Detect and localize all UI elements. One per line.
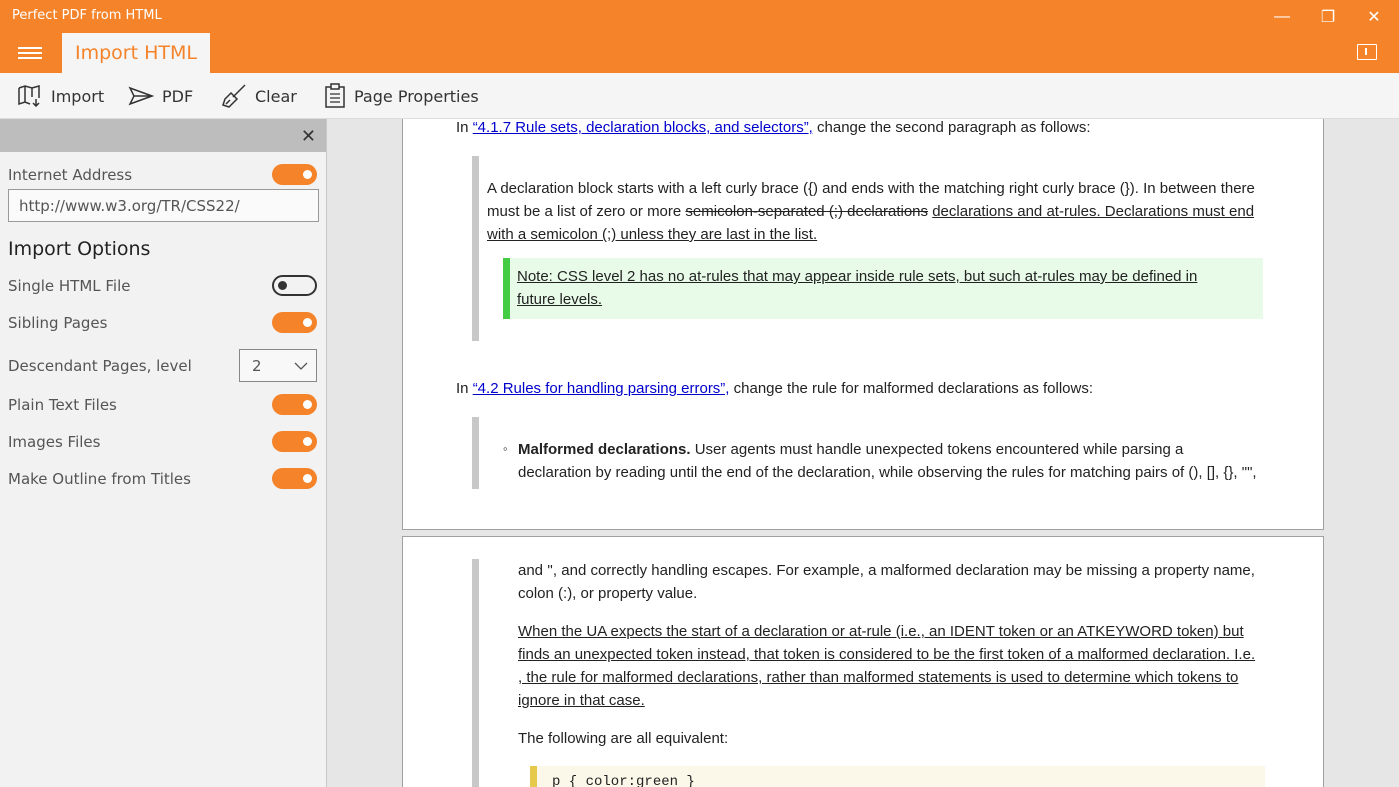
internet-address-label: Internet Address xyxy=(8,165,133,184)
text-line: future levels. xyxy=(517,291,603,308)
text-line: finds an unexpected token instead, that token is considered to be the first token of a malformed declaration. I.e. xyxy=(518,646,1256,663)
text-line: declaration by reading until the end of the declaration, while observing the rules for matching pairs of (), [], {}, "", xyxy=(518,464,1257,481)
descendant-level-select[interactable] xyxy=(239,349,317,382)
clipboard-icon xyxy=(324,83,346,109)
toolbar xyxy=(0,73,1399,119)
sibling-pages-row xyxy=(8,312,317,333)
escapes-paragraph xyxy=(518,559,1298,605)
sibling-pages-label: Sibling Pages xyxy=(8,313,108,332)
single-html-file-row xyxy=(8,275,317,296)
deleted-text: semicolon-separated (;) declarations xyxy=(685,203,929,220)
clear-label: Clear xyxy=(255,86,297,106)
import-icon xyxy=(17,85,43,107)
text-line xyxy=(487,200,1307,223)
single-html-file-toggle[interactable] xyxy=(272,275,317,296)
pdf-button[interactable] xyxy=(128,73,193,119)
note-text xyxy=(517,265,1257,311)
sidebar-header xyxy=(0,119,326,152)
title-bar xyxy=(0,0,1399,73)
paragraph-parsing-errors xyxy=(456,377,1316,400)
import-button[interactable] xyxy=(17,73,104,119)
make-outline-toggle[interactable] xyxy=(272,468,317,489)
descendant-level-value: 2 xyxy=(252,356,262,375)
panel-toggle-icon[interactable] xyxy=(1357,44,1377,60)
text-line xyxy=(518,438,1298,461)
images-files-toggle[interactable] xyxy=(272,431,317,452)
link-rule-sets[interactable]: “4.1.7 Rule sets, declaration blocks, and selectors”, xyxy=(472,119,813,136)
equivalent-paragraph: The following are all equivalent: xyxy=(518,730,729,747)
plain-text-files-label: Plain Text Files xyxy=(8,395,117,414)
text-segment: In xyxy=(456,119,473,136)
declaration-block-paragraph xyxy=(487,177,1307,246)
text-line: , the rule for malformed declarations, rather than malformed statements is used to determine which tokens to xyxy=(518,669,1239,686)
code-line: p { color:green } xyxy=(552,774,695,787)
document-page-2 xyxy=(402,536,1324,787)
bullet-glyph: ◦ xyxy=(503,441,508,456)
app-title: Perfect PDF from HTML xyxy=(12,8,162,23)
images-files-row xyxy=(8,431,317,452)
maximize-button[interactable]: ❐ xyxy=(1320,9,1336,26)
pdf-label: PDF xyxy=(162,86,194,106)
url-input[interactable]: http://www.w3.org/TR/CSS22/ xyxy=(8,189,319,222)
text-segment: change the second paragraph as follows: xyxy=(812,119,1091,136)
blockquote-bar xyxy=(472,559,479,787)
text-line: ignore in that case. xyxy=(518,692,645,709)
text-line: A declaration block starts with a left curly brace ({) and ends with the matching right curly brace (}). In between there xyxy=(487,180,1255,197)
text-segment: change the rule for malformed declarations as follows: xyxy=(729,380,1093,397)
single-html-file-label: Single HTML File xyxy=(8,276,131,295)
descendant-pages-row xyxy=(8,349,317,382)
images-files-label: Images Files xyxy=(8,432,101,451)
blockquote-bar xyxy=(472,417,479,489)
minimize-button[interactable]: — xyxy=(1274,8,1290,25)
bold-term: Malformed declarations. xyxy=(518,441,691,458)
text-line: colon (:), or property value. xyxy=(518,585,698,602)
text-line: When the UA expects the start of a declaration or at-rule (i.e., an IDENT token or an ATKEYWORD token) but xyxy=(518,623,1244,640)
document-preview[interactable] xyxy=(328,119,1399,787)
chevron-down-icon xyxy=(294,362,308,370)
page-properties-label: Page Properties xyxy=(354,86,479,106)
text-segment: In xyxy=(456,380,473,397)
inserted-text: declarations and at-rules. Declarations must end xyxy=(932,203,1255,220)
clear-button[interactable] xyxy=(221,73,297,119)
tab-import-html[interactable]: Import HTML xyxy=(62,33,210,73)
make-outline-row xyxy=(8,468,317,489)
import-options-sidebar xyxy=(0,119,327,787)
send-icon xyxy=(128,86,154,106)
internet-address-row xyxy=(8,164,317,185)
link-parsing-errors[interactable]: “4.2 Rules for handling parsing errors”, xyxy=(472,380,730,397)
broom-icon xyxy=(221,83,247,109)
malformed-declarations-bullet xyxy=(518,438,1298,484)
page-properties-button[interactable] xyxy=(324,73,479,119)
import-options-title: Import Options xyxy=(8,238,151,260)
import-label: Import xyxy=(51,86,105,106)
text-segment: User agents must handle unexpected tokens encountered while parsing a xyxy=(690,441,1184,458)
code-block xyxy=(530,766,1265,787)
text-segment: must be a list of zero or more xyxy=(487,203,686,220)
paragraph-rule-sets xyxy=(456,119,1316,139)
text-line: Note: CSS level 2 has no at-rules that may appear inside rule sets, but such at-rules may be defined in xyxy=(517,268,1198,285)
close-button[interactable]: ✕ xyxy=(1367,9,1381,26)
plain-text-files-row xyxy=(8,394,317,415)
document-page-1 xyxy=(402,119,1324,530)
make-outline-label: Make Outline from Titles xyxy=(8,469,191,488)
note-box xyxy=(503,258,1263,319)
descendant-pages-label: Descendant Pages, level xyxy=(8,356,192,375)
close-icon[interactable]: ✕ xyxy=(300,126,316,146)
plain-text-files-toggle[interactable] xyxy=(272,394,317,415)
blockquote-bar xyxy=(472,156,479,341)
internet-address-toggle[interactable] xyxy=(272,164,317,185)
hamburger-menu-icon[interactable] xyxy=(18,44,42,62)
ua-expects-paragraph xyxy=(518,620,1298,712)
text-line: and '', and correctly handling escapes. For example, a malformed declaration may be missing a property name, xyxy=(518,562,1255,579)
inserted-text: with a semicolon (;) unless they are last in the list. xyxy=(487,226,818,243)
sibling-pages-toggle[interactable] xyxy=(272,312,317,333)
